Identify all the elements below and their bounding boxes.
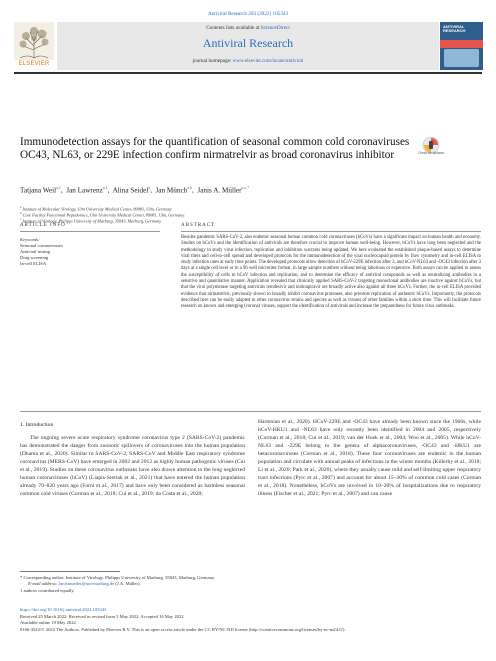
equal-contribution-note: 1 authors contributed equally. (20, 588, 75, 593)
author-affil-marker[interactable]: a,1 (102, 185, 108, 190)
article-title: Immunodetection assays for the quantification of seasonal common cold coronaviruses OC43, NL63, or 229E infection confirm nirmatrelvir as broad coronavirus inhibitor (20, 136, 410, 161)
abstract-bottom-rule (20, 411, 481, 412)
cover-title: ANTIVIRAL RESEARCH (443, 24, 466, 34)
footnote-rule (20, 571, 120, 572)
author-affil-marker[interactable]: a (148, 185, 151, 190)
keywords-label: Keywords: (20, 237, 40, 242)
affil-marker: b (20, 211, 22, 215)
affiliation (20, 217, 480, 223)
intro-left-column: The ongoing severe acute respiratory syndrome coronavirus type 2 (SARS-CoV-2) pandemic has demonstrated the danger from zoonotic spillovers of coronaviruses into the human population (Dhama et al., 2020). Similar to SARS-CoV-2, SARS-CoV and Middle East respiratory syndrome coronavirus (MERS-CoV) have emerged in 2002 and 2012 as highly human pathogenic viruses (Cui et al., 2019). Studies on these coronavirus outbreaks have also drawn attention to the long neglected human coronaviruses (hCoV) (Liapis-Stertak et al., 2021) that have entered the human population already 70–820 years ago (Forni et al., 2017) and have only been considered as harmless seasonal common cold viruses (Corman et al., 2018; Cui et al., 2019; da Costa et al., 2020; (20, 435, 246, 497)
crossmark-icon[interactable] (420, 132, 442, 160)
homepage-prefix: journal homepage: (192, 58, 233, 64)
homepage-link[interactable]: www.elsevier.com/locate/antiviral (232, 58, 304, 64)
sciencedirect-link[interactable]: ScienceDirect (260, 25, 290, 31)
keyword: Seasonal coronaviruses (20, 243, 63, 248)
author-name[interactable]: Jan Lawrenz (66, 186, 103, 195)
keyword: Antiviral testing (20, 249, 50, 254)
author-name[interactable]: Jan Münch (155, 186, 188, 195)
doi-link[interactable]: https://doi.org/10.1016/j.antiviral.2022.105343 (20, 607, 107, 612)
email-link[interactable]: Janismueller@uni-marburg.de (58, 581, 115, 586)
author-affil-marker[interactable]: a,b (187, 185, 193, 190)
author-affil-marker[interactable]: a,c,* (241, 185, 250, 190)
affil-marker: a (20, 205, 22, 209)
header-rule (14, 72, 482, 74)
affil-text: Core Facility Functional Peptidomics, Ulm University Medical Center, 89081, Ulm, Germany (22, 212, 185, 218)
article-info-rule (20, 231, 160, 232)
contents-available (57, 25, 439, 31)
affil-marker: c (20, 217, 22, 221)
received-dates: Received 25 March 2022; Received in revised form 5 May 2022; Accepted 16 May 2022 (20, 614, 184, 619)
keyword: Drug screening (20, 255, 49, 260)
author-name[interactable]: Alina Seidel (112, 186, 149, 195)
article-info-heading: ARTICLE INFO (20, 223, 66, 228)
email-suffix: (J.A. Müller). (114, 581, 141, 586)
corresponding-author-note: * Corresponding author. Institute of Virology, Philipps University of Marburg, 35043, Marburg, Germany. (20, 575, 216, 580)
email-line (28, 581, 488, 587)
author-name[interactable]: Tatjana Weil (20, 186, 57, 195)
available-prefix: Contents lists available at (206, 25, 261, 31)
author-name[interactable]: Janis A. Müller (197, 186, 242, 195)
available-online-date: Available online 19 May 2022 (20, 620, 76, 625)
affil-text: Institute of Molecular Virology, Ulm University Medical Center, 89081, Ulm, Germany (22, 206, 172, 212)
keyword: In-cell ELISA (20, 261, 47, 266)
abstract-rule (181, 231, 481, 232)
section-heading-introduction: 1. Introduction (20, 422, 54, 428)
email-label: E-mail address: (28, 581, 59, 586)
author-list: Tatjana Weil$^{a,1}$, Jan Lawrenz$^{a,1}$, Alina Seidel$^a$, Jan Münch$^{a,b}$, Janis A. Müller$^{a,c,*}$ (20, 185, 250, 195)
affil-text: Institute of Virology, Philipps University of Marburg, 35043, Marburg, Germany (22, 218, 162, 224)
journal-reference[interactable]: Antiviral Research 203 (2022) 105343 (207, 11, 289, 17)
journal-name[interactable]: Antiviral Research (202, 36, 294, 50)
journal-homepage (57, 58, 439, 64)
abstract-heading: ABSTRACT (181, 223, 216, 228)
cover-illustration (444, 49, 479, 67)
license-statement: 0166-3542/© 2022 The Authors. Published by Elsevier B.V. This is an open access article under the CC BY-NC-ND license (http://creativecommons.org/licenses/by-nc-nd/4.0/). (20, 627, 346, 632)
elsevier-wordmark: ELSEVIER (18, 61, 50, 67)
abstract-text: Besides pandemic SARS-CoV-2, also endemic seasonal human common cold coronaviruses (hCoVs) have a significant impact on human health and economy. Studies on hCoVs and the identification of antivirals are therefore crucial to improve human well-being. However, hCoVs have long been neglected and the methodology to study virus infection, replication and inhibition warrants being updated. We here evaluated the established plaque-based assays to determine viral titers and cell-to-cell spread and developed protocols for the immunodetection of the viral nucleocapsid protein by flow cytometry and in-cell ELISA to study infection rates at early time points. The developed protocols allow detection of hCoV-229E infection after 2, and hCoV-NL63 and -OC43 infection after 3 days at a single cell level or in a 96 well microtiter format, in large sample numbers without being laborious or expensive. Both assays can be applied to assess the susceptibility of cells to hCoV infection and replication, and to determine the efficacy of antiviral compounds as well as neutralizing antibodies in a sensitive and quantitative manner. Application revealed that clinically applied SARS-CoV-2 targeting monoclonal antibodies are inactive against hCoVs, but that the viral polymerase targeting antivirals remdesivir and molnupiravir are broadly active also against all three hCoVs. Further, the in-cell ELISA provided evidence that nirmatrelvir, previously shown to broadly inhibit coronavirus proteases, also prevents replication of authentic hCoVs. Importantly, the protocols described here can be easily adapted to other coronavirus strains and species as well as viruses of other families within a short time. This will facilitate future research on known and emerging (corona) viruses, support the identification of antivirals and increase the preparedness for future virus outbreaks. (181, 235, 481, 310)
crossmark-label: Check for updates (418, 151, 444, 155)
author-affil-marker[interactable]: a,1 (56, 185, 61, 190)
intro-right-column: Hartenian et al., 2020). HCoV-229E and -OC43 have already been known since the 1960s, while hCoV-HKU1 and -NL63 have only recently been identified in 2004 and 2005, respectively (Corman et al., 2018; Cui et al., 2019; van der Hoek et al., 2004; Woo et al., 2005). While hCoV-NL63 and -229E belong to the genera of alphacoronaviruses, -OC43 and -HKU1 are betacoronaviruses (Corman et al., 2018). These four coronaviruses are endemic in the human population and circulate with annual peaks of infections in the winter months (Killerby et al., 2018; Li et al., 2020; Park et al., 2020), where they usually cause mild and self-limiting upper respiratory tract infections (Pyrc et al., 2007) and account for about 15–30% of common cold cases (Corman et al., 2018). Nonetheless, hCoVs are involved in 10–20% of hospitalizations due to respiratory illness (Fischer et al., 2021; Pyrc et al., 2007) and can cause (258, 419, 481, 497)
cover-stripe (440, 40, 483, 48)
